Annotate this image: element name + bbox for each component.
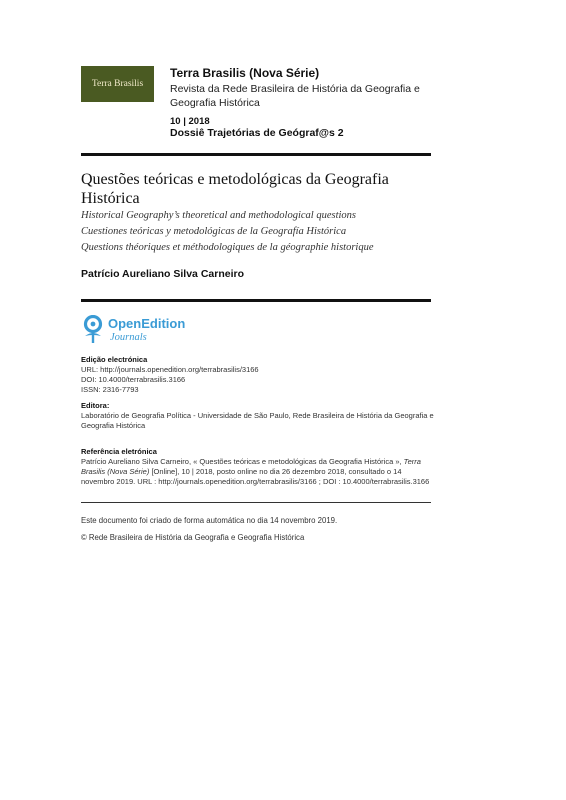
issue-number: 10 | 2018 [170,116,210,127]
journal-subtitle: Revista da Rede Brasileira de História da Geografia e Geografia Histórica [170,83,420,109]
journal-title: Terra Brasilis (Nova Série) [170,66,320,80]
reference-part-2: [Online], 10 | 2018, posto online no dia 26 dezembro 2018, consultado o 14 novembro 2019. URL : http://journals.openedition.org/terrabrasilis/3166 ; DOI : 10.4000/terrabrasilis.3166 [81,467,430,486]
edition-doi[interactable]: DOI: 10.4000/terrabrasilis.3166 [81,375,186,384]
reference-heading: Referência eletrónica [81,447,157,456]
copyright-note: © Rede Brasileira de História da Geografia e Geografia Histórica [81,533,305,542]
editora-heading: Editora: [81,401,110,410]
journal-logo [81,66,154,102]
alt-title-english: Historical Geography’s theoretical and methodological questions [81,210,357,221]
reference-part-1: Patrício Aureliano Silva Carneiro, « Questões teóricas e metodológicas da Geografia Histórica », [81,457,404,466]
openedition-icon [81,315,105,345]
edition-url[interactable]: URL: http://journals.openedition.org/terrabrasilis/3166 [81,365,259,374]
editora-text: Laboratório de Geografia Política - Universidade de São Paulo, Rede Brasileira de História da Geografia e Geografia Histórica [81,411,434,430]
journal-logo-text: Terra Brasilis [91,79,144,89]
openedition-logo [81,315,201,347]
divider-top [81,153,431,156]
openedition-name: OpenEdition [108,316,186,331]
reference-text [81,457,436,487]
dossier-title: Dossiê Trajetórias de Geógraf@s 2 [170,127,344,139]
reference-journal: Terra Brasilis (Nova Série) [81,457,421,476]
alt-title-french: Questions théoriques et méthodologiques de la géographie historique [81,242,374,253]
openedition-sub: Journals [110,332,147,343]
edition-issn: ISSN: 2316-7793 [81,385,139,394]
divider-middle [81,299,431,302]
article-title: Questões teóricas e metodológicas da Geografia Histórica [81,171,389,207]
edition-heading: Edição electrónica [81,355,148,364]
alt-title-spanish: Cuestiones teóricas y metodológicas de la Geografía Histórica [81,226,347,237]
generated-note: Este documento foi criado de forma automática no dia 14 novembro 2019. [81,516,338,525]
divider-bottom [81,502,431,503]
author-name: Patrício Aureliano Silva Carneiro [81,268,244,280]
